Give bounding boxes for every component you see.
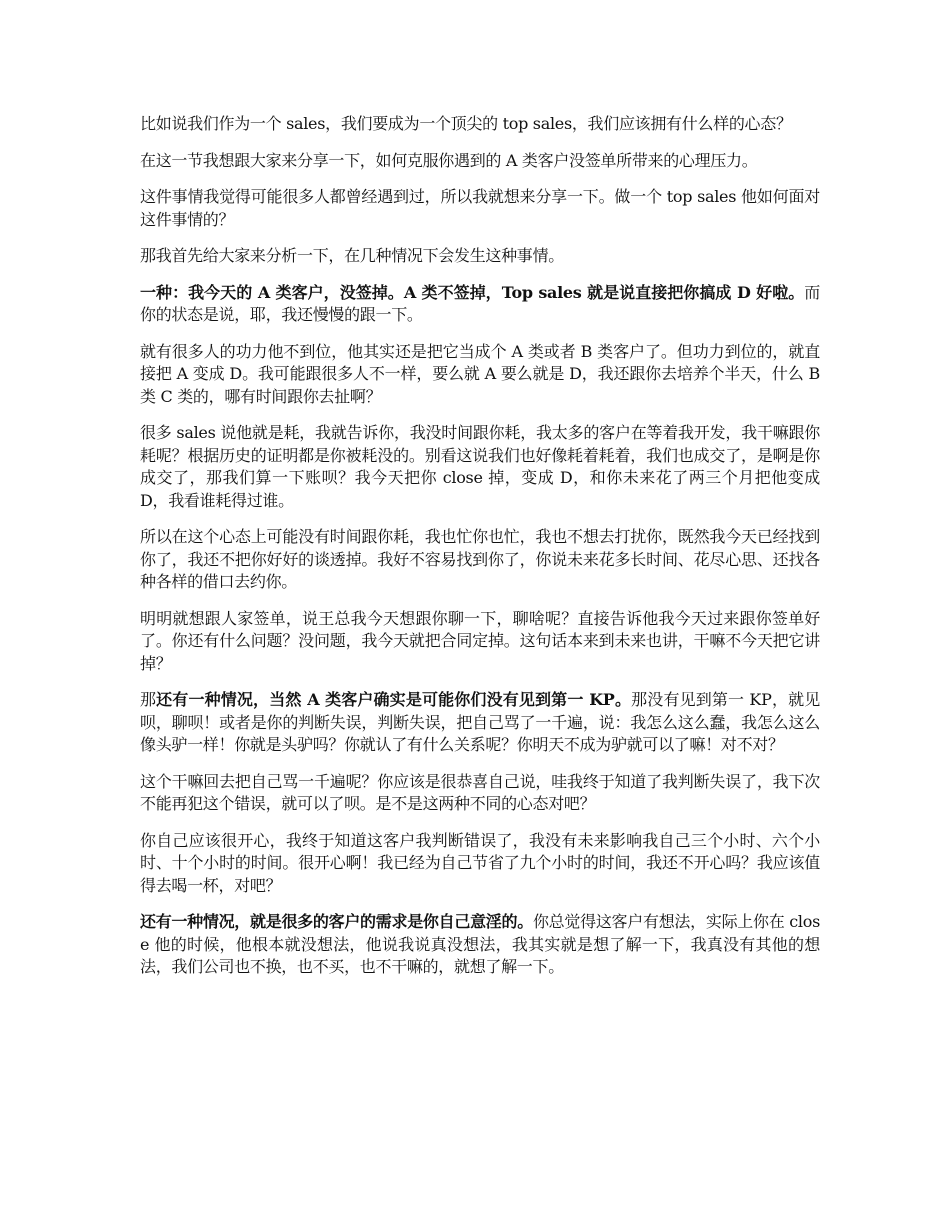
paragraph-10-text: 那没有见到第一 KP，就见呗，聊呗！或者是你的判断失误，判断失误，把自己骂了一千遍，说：我怎么这么蠢，我怎么这么像头驴一样！你就是头驴吗？你就认了有什么关系呢？你明天不成为驴就可以了嘛！对不对？ [140, 690, 821, 754]
paragraph-11 [140, 771, 820, 816]
paragraph-8-text: 所以在这个心态上可能没有时间跟你耗，我也忙你也忙，我也不想去打扰你，既然我今天已经找到你了，我还不把你好好的谈透掉。我好不容易找到你了，你说未来花多长时间、花尽心思、还找各种各样的借口去约你。 [140, 527, 820, 591]
paragraph-12 [140, 830, 820, 898]
paragraph-4-text: 那我首先给大家来分析一下，在几种情况下会发生这种事情。 [140, 246, 564, 265]
paragraph-11-text: 这个干嘛回去把自己骂一千遍呢？你应该是很恭喜自己说，哇我终于知道了我判断失误了，我下次不能再犯这个错误，就可以了呗。是不是这两种不同的心态对吧？ [140, 771, 820, 813]
paragraph-10 [140, 689, 820, 757]
paragraph-13-bold-text: 还有一种情况，就是很多的客户的需求是你自己意淫的。 [140, 912, 533, 931]
paragraph-2-text: 在这一节我想跟大家来分享一下，如何克服你遇到的 A 类客户没签单所带来的心理压力。 [140, 150, 758, 170]
paragraph-8 [140, 526, 820, 594]
paragraph-3-text: 这件事情我觉得可能很多人都曾经遇到过，所以我就想来分享一下。做一个 top sales 他如何面对这件事情的？ [140, 187, 820, 229]
paragraph-1-text: 比如说我们作为一个 sales，我们要成为一个顶尖的 top sales，我们应该拥有什么样的心态？ [140, 114, 792, 133]
paragraph-7 [140, 422, 820, 512]
paragraph-6 [140, 341, 820, 409]
paragraph-4 [140, 245, 820, 268]
paragraph-13-text: 你总觉得这客户有想法，实际上你在 close 他的时候，他根本就没想法，他说我说真没想法，我其实就是想了解一下，我真没有其他的想法，我们公司也不换，也不买，也不干嘛的，就想了解一下。 [140, 912, 820, 976]
paragraph-1 [140, 113, 820, 136]
paragraph-7-text: 很多 sales 说他就是耗，我就告诉你，我没时间跟你耗，我太多的客户在等着我开发，我干嘛跟你耗呢？根据历史的证明都是你被耗没的。别看这说我们也好像耗着耗着，我们也成交了，是啊是你成交了，那我们算一下账呗？我今天把你 close 掉，变成 D，和你未来花了两三个月把他变成 D，我看谁耗得过谁。 [140, 423, 820, 510]
paragraph-5 [140, 282, 820, 327]
document-body [140, 113, 820, 993]
paragraph-3 [140, 186, 820, 231]
paragraph-10-lead-text: 那 [140, 690, 157, 709]
paragraph-5-text: 而你的状态是说，耶，我还慢慢的跟一下。 [140, 282, 820, 324]
paragraph-5-bold-text: 一种：我今天的 A 类客户，没签掉。A 类不签掉，Top sales 就是说直接把你搞成 D 好啦。 [140, 282, 805, 302]
paragraph-10-bold-text: 还有一种情况，当然 A 类客户确实是可能你们没有见到第一 KP。 [156, 690, 632, 709]
paragraph-13 [140, 911, 820, 979]
paragraph-6-text: 就有很多人的功力他不到位，他其实还是把它当成个 A 类或者 B 类客户了。但功力到位的，就直接把 A 变成 D。我可能跟很多人不一样，要么就 A 要么就是 D，我还跟你去培养个半天，什么 B 类 C 类的，哪有时间跟你去扯啊？ [140, 341, 820, 406]
paragraph-12-text: 你自己应该很开心，我终于知道这客户我判断错误了，我没有未来影响我自己三个小时、六个小时、十个小时的时间。很开心啊！我已经为自己节省了九个小时的时间，我还不开心吗？我应该值得去喝一杯，对吧？ [140, 830, 820, 895]
paragraph-9 [140, 608, 820, 676]
paragraph-9-text: 明明就想跟人家签单，说王总我今天想跟你聊一下，聊啥呢？直接告诉他我今天过来跟你签单好了。你还有什么问题？没问题，我今天就把合同定掉。这句话本来到未来也讲，干嘛不今天把它讲掉？ [140, 608, 820, 673]
paragraph-2 [140, 150, 820, 173]
